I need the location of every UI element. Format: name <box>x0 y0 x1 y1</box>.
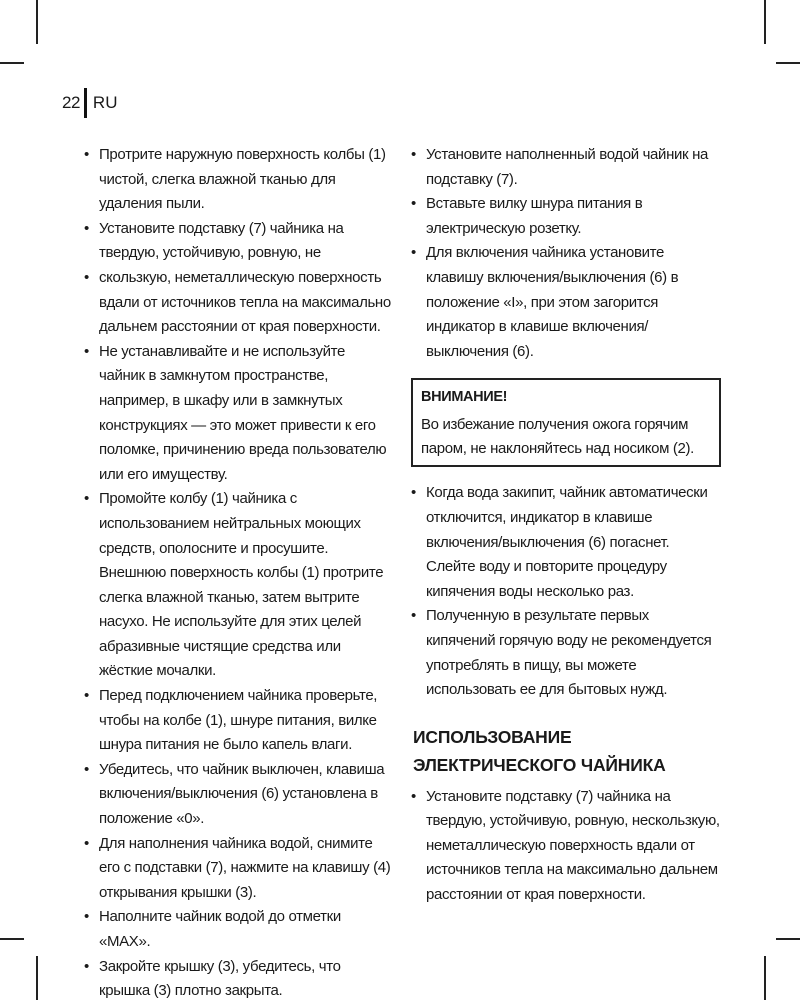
instruction-list <box>409 481 721 702</box>
page-language: RU <box>92 93 118 112</box>
instruction-list <box>409 785 721 908</box>
warning-box <box>411 378 721 467</box>
list-item: • Когда вода закипит, чайник автоматически отключится, индикатор в клавише включения/выключения (6) погаснет. Слейте воду и повторите процедуру кипячения воды несколько раз. <box>409 481 721 604</box>
list-item: • Промойте колбу (1) чайника с использованием нейтральных моющих средств, ополосните и просушите. Внешнюю поверхность колбы (1) протрите слегка влажной тканью, затем вытрите насухо. Не используйте для этих целей абразивные чистящие средства или жёсткие мочалки. <box>82 487 394 684</box>
list-item: • Вставьте вилку шнура питания в электрическую розетку. <box>409 192 721 241</box>
list-item: • Для включения чайника установите клавишу включения/выключения (6) в положение «I», при этом загорится индикатор в клавише включения/выключения (6). <box>409 241 721 364</box>
list-item: • Установите подставку (7) чайника на твердую, устойчивую, ровную, не <box>82 217 394 266</box>
crop-mark <box>776 62 800 64</box>
page-number: 22 <box>62 93 80 112</box>
list-item: • Установите наполненный водой чайник на подставку (7). <box>409 143 721 192</box>
list-item: • Установите подставку (7) чайника на твердую, устойчивую, ровную, нескользкую, неметаллическую поверхность вдали от источников тепла на максимально дальнем расстоянии от края поверхности. <box>409 785 721 908</box>
crop-mark <box>0 62 24 64</box>
header-divider <box>84 88 87 118</box>
warning-title: ВНИМАНИЕ! <box>421 389 508 406</box>
list-item: • Полученную в результате первых кипячений горячую воду не рекомендуется употреблять в пищу, вы можете использовать ее для бытовых нужд. <box>409 604 721 702</box>
crop-mark <box>36 956 38 1000</box>
crop-mark <box>36 0 38 44</box>
section-heading: ИСПОЛЬЗОВАНИЕ ЭЛЕКТРИЧЕСКОГО ЧАЙНИКА <box>413 726 666 775</box>
list-item: • Наполните чайник водой до отметки «MAX». <box>82 905 394 954</box>
list-item: • Убедитесь, что чайник выключен, клавиша включения/выключения (6) установлена в положение «0». <box>82 758 394 832</box>
list-item: • Перед подключением чайника проверьте, чтобы на колбе (1), шнуре питания, вилке шнура питания не было капель влаги. <box>82 684 394 758</box>
list-item: • Не устанавливайте и не используйте чайник в замкнутом пространстве, например, в шкафу или в замкнутых конструкциях — это может привести к его поломке, причинению вреда пользователю или его имуществу. <box>82 340 394 488</box>
instruction-list <box>409 143 721 364</box>
list-item: • Закройте крышку (3), убедитесь, что крышка (3) плотно закрыта. <box>82 955 394 1004</box>
crop-mark <box>776 938 800 940</box>
warning-text: Во избежание получения ожога горячим паром, не наклоняйтесь над носиком (2). <box>421 416 694 458</box>
crop-mark <box>764 0 766 44</box>
page-header <box>62 88 117 118</box>
list-item: • Протрите наружную поверхность колбы (1) чистой, слегка влажной тканью для удаления пыли. <box>82 143 394 217</box>
crop-mark <box>0 938 24 940</box>
crop-mark <box>764 956 766 1000</box>
left-column <box>82 143 394 1004</box>
list-item: • Для наполнения чайника водой, снимите его с подставки (7), нажмите на клавишу (4) открывания крышки (3). <box>82 832 394 906</box>
instruction-list <box>82 143 394 1004</box>
right-column <box>409 143 721 908</box>
list-item: • скользкую, неметаллическую поверхность вдали от источников тепла на максимально дальнем расстоянии от края поверхности. <box>82 266 394 340</box>
